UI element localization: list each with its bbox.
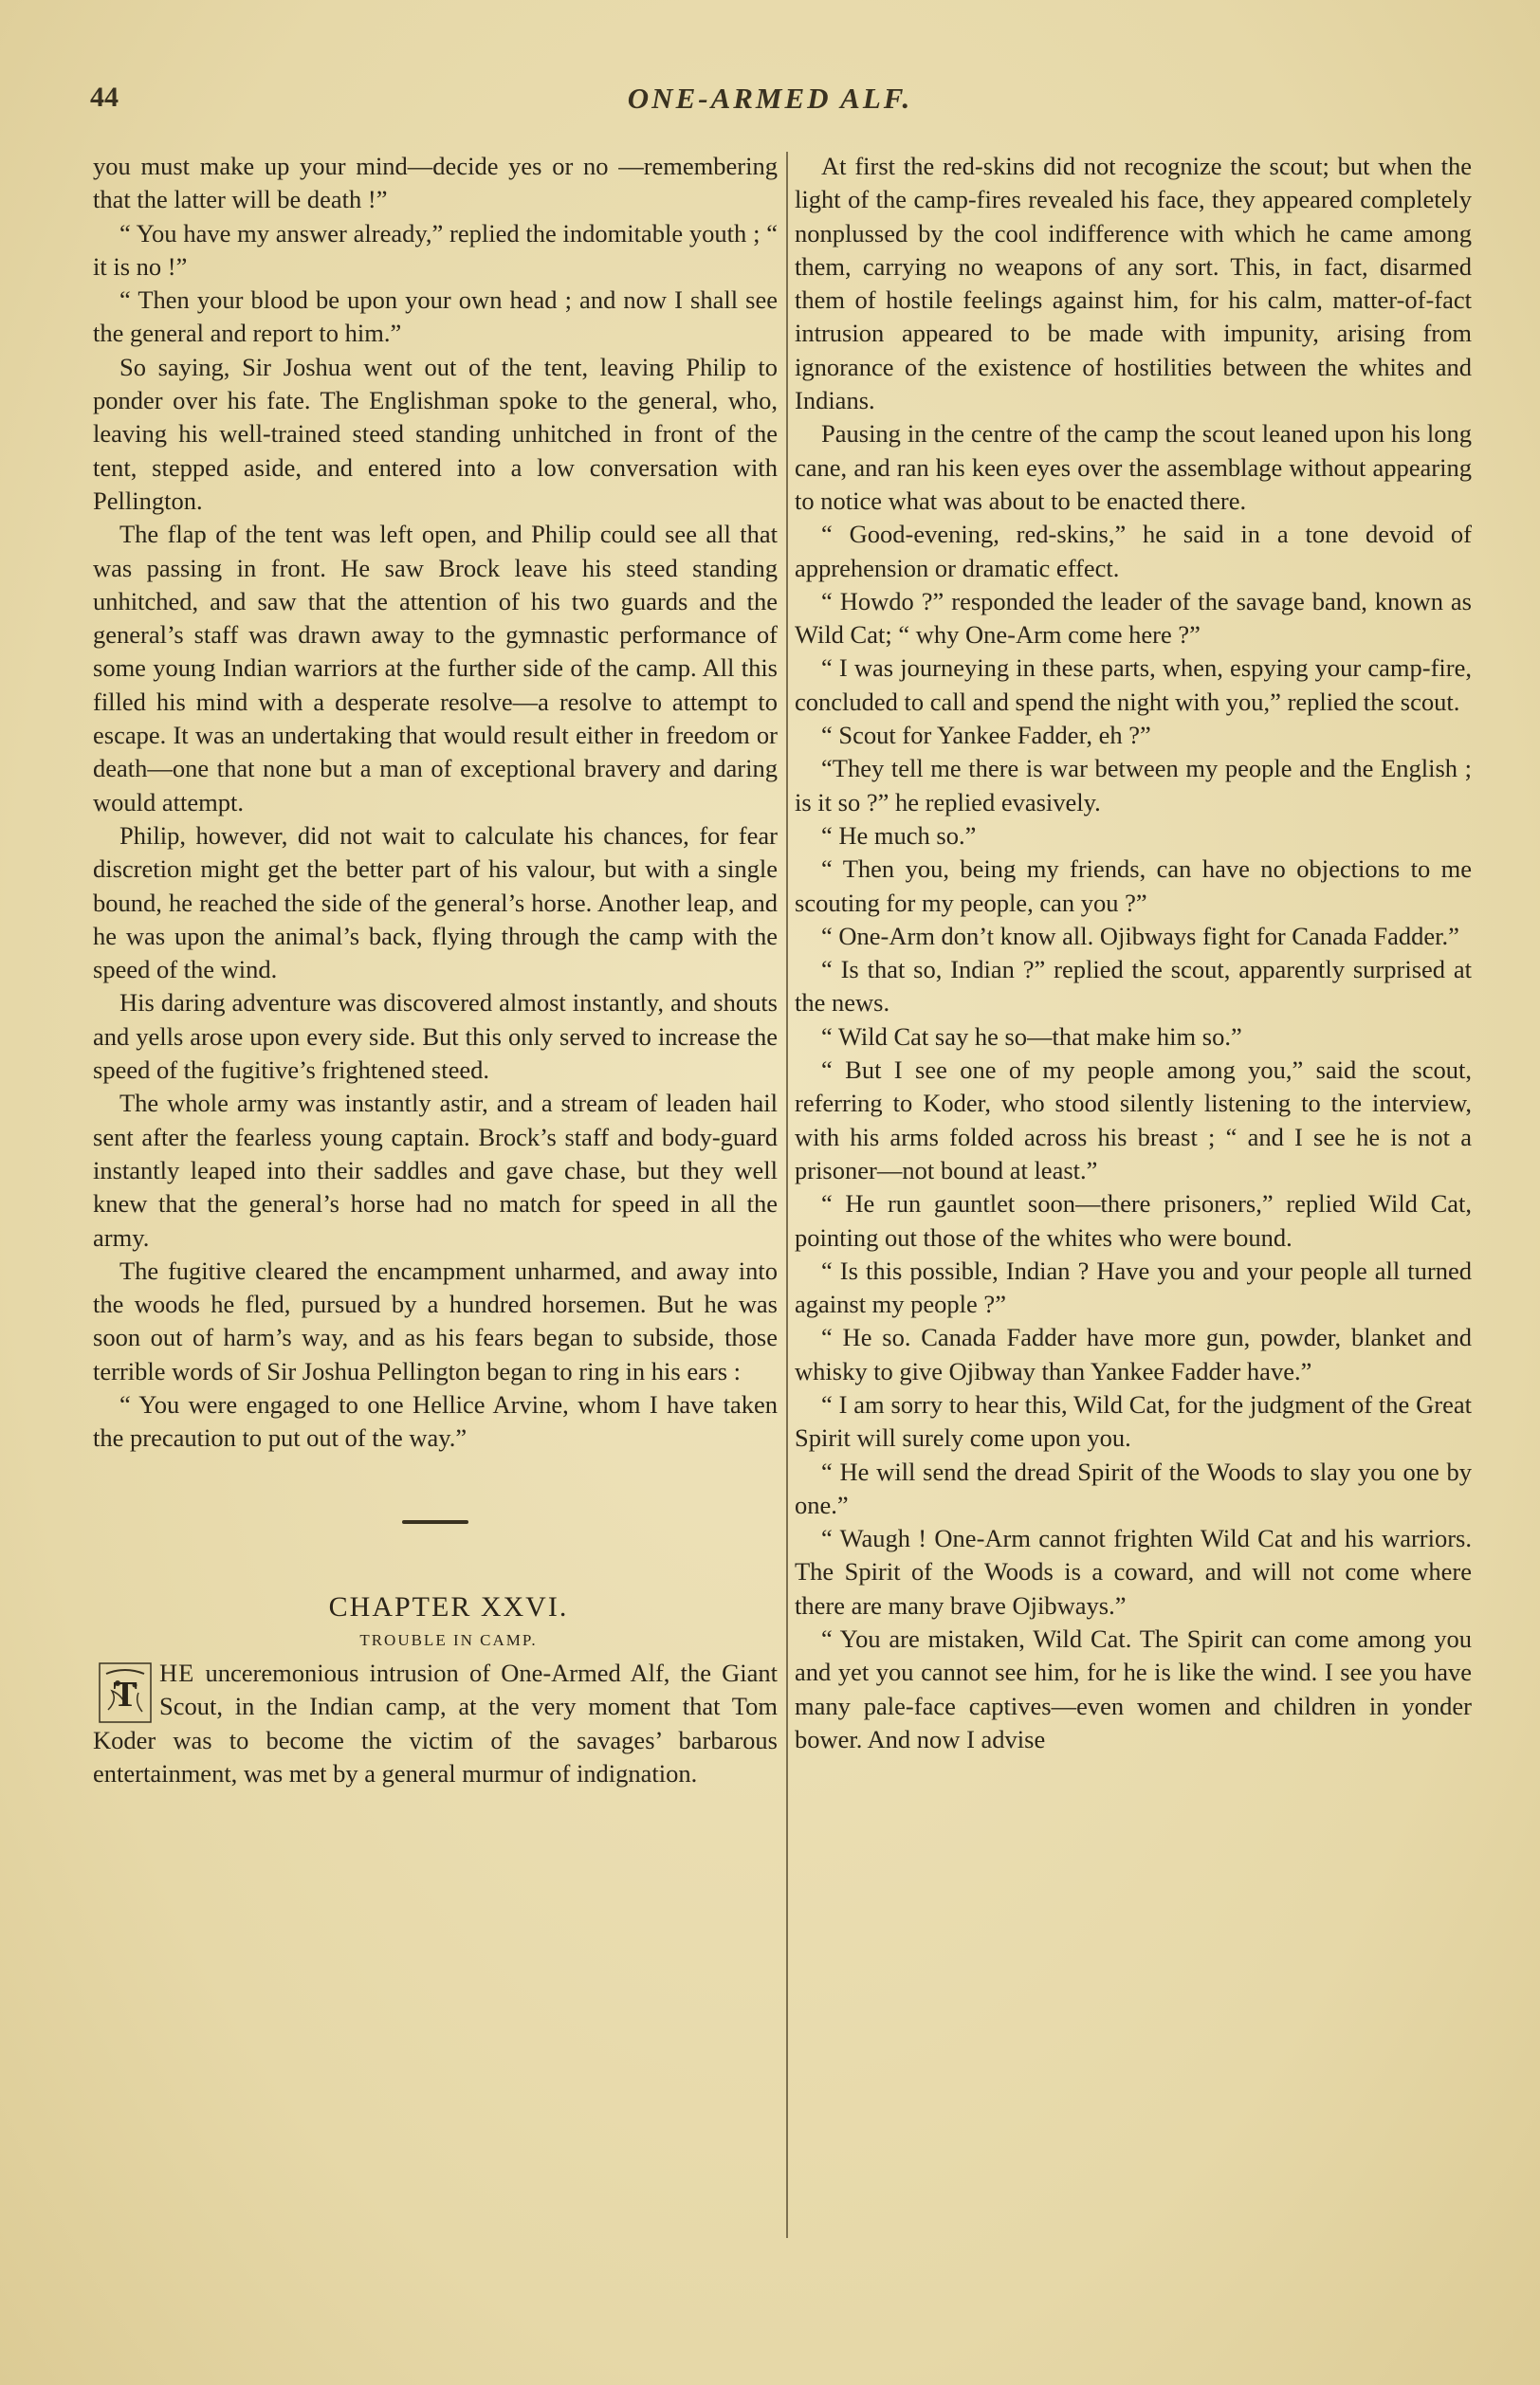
paragraph: The whole army was instantly astir, and a stream of leaden hail sent after the fearless young captain. Brock’s staff and body-guard instantly leaped into their saddles and gave chase, but they well knew that the general’s horse had no match for speed in all the army. xyxy=(93,1089,778,1252)
paragraph: “ Wild Cat say he so—that make him so.” xyxy=(821,1021,1242,1051)
chapter-title: CHAPTER XXVI. xyxy=(328,1590,569,1623)
column-divider xyxy=(786,152,788,2238)
drop-cap-ornament-icon xyxy=(99,1662,152,1723)
running-title: ONE-ARMED ALF. xyxy=(627,82,913,115)
page-number: 44 xyxy=(90,82,119,113)
paragraph: “ He much so.” xyxy=(821,820,977,850)
paragraph: “ Waugh ! One-Arm cannot frighten Wild Cat and his warriors. The Spirit of the Woods is a coward, and will not come where there are many brave Ojibways.” xyxy=(795,1524,1472,1620)
paragraph: “ One-Arm don’t know all. Ojibways fight for Canada Fadder.” xyxy=(821,921,1459,950)
paragraph: “ I was journeying in these parts, when, espying your camp-fire, concluded to call and spend the night with you,” replied the scout. xyxy=(795,653,1472,716)
paragraph: “ Scout for Yankee Fadder, eh ?” xyxy=(821,721,1151,750)
paragraph: The flap of the tent was left open, and Philip could see all that was passing in front. He saw Brock leave his steed standing unhitched, and saw that the attention of his two guards and the general’s staff was drawn away to the gymnastic performance of some young Indian warriors at the further side of the camp. All this filled his mind with a desperate resolve—a resolve to attempt to escape. It was an undertaking that would result either in freedom or death—one that none but a man of exceptional bravery and daring would attempt. xyxy=(93,520,778,816)
paragraph: “ He so. Canada Fadder have more gun, powder, blanket and whisky to give Ojibway than Yankee Fadder have.” xyxy=(795,1323,1472,1385)
paragraph: “ He run gauntlet soon—there prisoners,” replied Wild Cat, pointing out those of the whites who were bound. xyxy=(795,1189,1472,1252)
chapter-subtitle: TROUBLE IN CAMP. xyxy=(359,1630,538,1649)
drop-cap-letter: T xyxy=(113,1675,138,1715)
paragraph: “They tell me there is war between my people and the English ; is it so ?” he replied evasively. xyxy=(795,754,1472,816)
paragraph: you must make up your mind—decide yes or no —remembering that the latter will be death !” xyxy=(93,152,778,214)
paragraph: “ You are mistaken, Wild Cat. The Spirit can come among you and yet you cannot see him, for he is like the wind. I see you have many pale-face captives—even women and children in yonder bower. And now I advise xyxy=(795,1624,1472,1753)
paragraph: “ Then you, being my friends, can have no objections to me scouting for my people, can you ?” xyxy=(795,854,1472,917)
paragraph: “ You have my answer already,” replied the indomitable youth ; “ it is no !” xyxy=(93,218,778,281)
paragraph: “ He will send the dread Spirit of the Woods to slay you one by one.” xyxy=(795,1457,1472,1519)
paragraph: So saying, Sir Joshua went out of the tent, leaving Philip to ponder over his fate. The Englishman spoke to the general, who, leaving his well-trained steed standing unhitched in front of the tent, stepped aside, and entered into a low conversation with Pellington. xyxy=(93,352,778,515)
paragraph: Philip, however, did not wait to calculate his chances, for fear discretion might get the better part of his valour, but with a single bound, he reached the side of the general’s horse. Another leap, and he was upon the animal’s back, flying through the camp with the speed of the wind. xyxy=(93,820,778,984)
chapter-opening-paragraph xyxy=(93,1657,778,1790)
paragraph: “ You were engaged to one Hellice Arvine, whom I have taken the precaution to put out of the way.” xyxy=(93,1389,778,1453)
page-header xyxy=(90,82,1450,129)
paragraph: Pausing in the centre of the camp the scout leaned upon his long cane, and ran his keen eyes over the assemblage without appearing to notice what was about to be enacted there. xyxy=(795,419,1472,515)
paragraph: At first the red-skins did not recognize the scout; but when the light of the camp-fires revealed his face, they appeared completely nonplussed by the cool indifference with which he came among them, carrying no weapons of any sort. This, in fact, disarmed them of hostile feelings against him, for his calm, matter-of-fact intrusion appeared to be made with impunity, arising from ignorance of the existence of hostilities between the whites and Indians. xyxy=(795,152,1472,415)
paragraph: “ But I see one of my people among you,” said the scout, referring to Koder, who stood silently listening to the interview, with his arms folded across his breast ; “ and I see he is not a prisoner—not bound at least.” xyxy=(795,1055,1472,1184)
opening-text: unceremonious intrusion of One-Armed Alf, the Giant Scout, in the Indian camp, at the very moment that Tom Koder was to become the victim of the savages’ barbarous entertainment, was met by a general murmur of indignation. xyxy=(93,1659,778,1789)
section-divider-ornament xyxy=(402,1520,468,1524)
opening-word: HE xyxy=(159,1659,195,1688)
paragraph: “ Is that so, Indian ?” replied the scout, apparently surprised at the news. xyxy=(795,955,1472,1018)
right-column xyxy=(795,150,1472,1756)
paragraph: The fugitive cleared the encampment unharmed, and away into the woods he fled, pursued by a hundred horsemen. But he was soon out of harm’s way, and as his fears began to subside, those terrible words of Sir Joshua Pellington began to ring in his ears : xyxy=(93,1256,778,1385)
paragraph: “ Good-evening, red-skins,” he said in a tone devoid of apprehension or dramatic effect. xyxy=(795,520,1472,582)
paragraph: His daring adventure was discovered almost instantly, and shouts and yells arose upon every side. But this only served to increase the speed of the fugitive’s frightened steed. xyxy=(93,988,778,1085)
paragraph: “ Is this possible, Indian ? Have you and your people all turned against my people ?” xyxy=(795,1256,1472,1319)
paragraph: “ Then your blood be upon your own head ; and now I shall see the general and report to him.” xyxy=(93,285,778,348)
paragraph: “ Howdo ?” responded the leader of the savage band, known as Wild Cat; “ why One-Arm come here ?” xyxy=(795,586,1472,650)
paragraph: “ I am sorry to hear this, Wild Cat, for the judgment of the Great Spirit will surely come upon you. xyxy=(795,1389,1472,1453)
left-column xyxy=(93,150,778,1790)
